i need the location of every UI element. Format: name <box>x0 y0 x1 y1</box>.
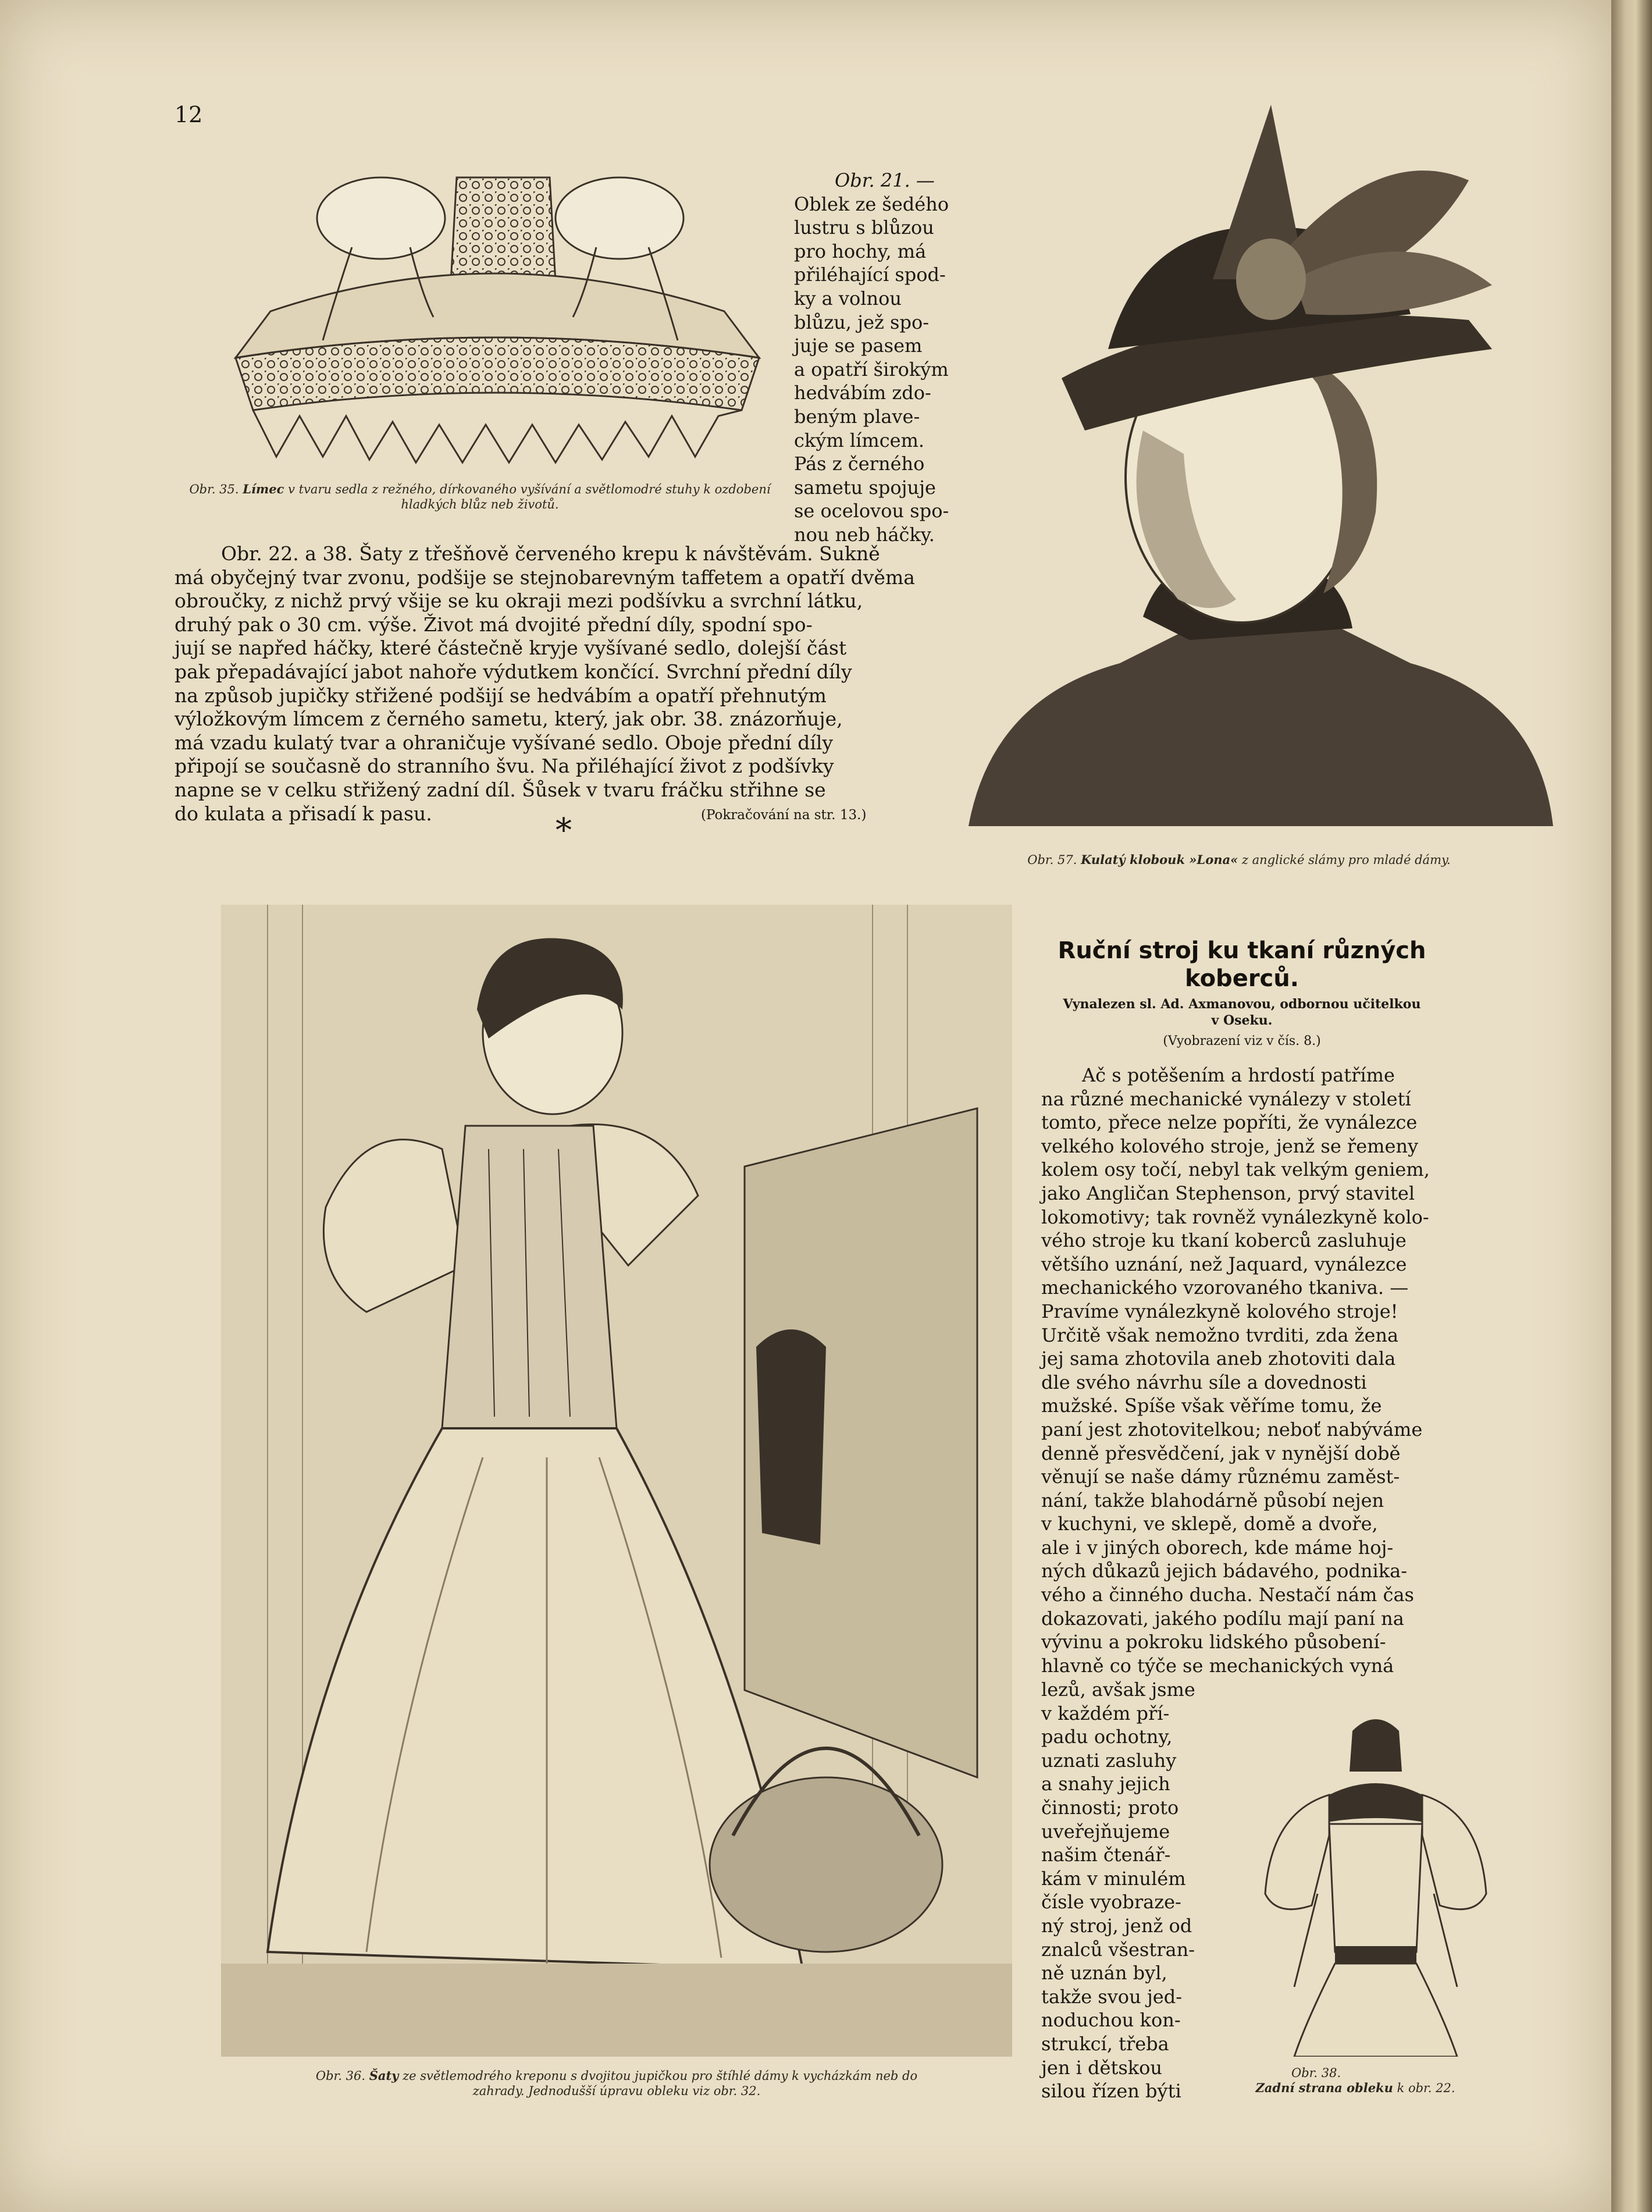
text-line: hlavně co týče se mechanických vyná <box>1041 1654 1394 1677</box>
text-line: jej sama zhotovila aneb zhotoviti dala <box>1041 1347 1396 1370</box>
text-line: a snahy jejich <box>1041 1773 1170 1795</box>
caption-obr-35 <box>175 482 785 512</box>
caption-text: z anglické slámy pro mladé dámy. <box>1241 853 1451 867</box>
text-line: nání, takže blahodárně působí nejen <box>1041 1489 1384 1512</box>
text-line: čísle vyobraze- <box>1041 1891 1181 1914</box>
text-line: v kuchyni, ve sklepě, domě a dvoře, <box>1041 1513 1378 1535</box>
caption-bold: Límec <box>243 482 284 496</box>
article-obr-22-38 <box>175 542 952 826</box>
text-line: strukcí, třeba <box>1041 2032 1169 2055</box>
collar-figure <box>201 166 788 465</box>
text-line: Oblek ze šedého <box>794 193 949 215</box>
text-line: přiléhající spod- <box>794 264 946 286</box>
text-line: Obr. 22. a 38. Šaty z třešňově červeného krepu k návštěvám. Sukně <box>221 542 880 565</box>
text-line: má obyčejný tvar zvonu, podšije se stejnobarevným taffetem a opatří dvěma <box>175 566 915 589</box>
text-line: noduchou kon- <box>1041 2009 1181 2032</box>
text-line: na způsob jupičky střižené podšijí se hedvábím a opatří přehnutým <box>175 684 827 707</box>
text-line: mechanického vzorovaného tkaniva. — <box>1041 1276 1409 1299</box>
text-line: uznati zasluhy <box>1041 1749 1177 1772</box>
page-number: 12 <box>175 102 203 127</box>
text-line: lokomotivy; tak rovněž vynálezkyně kolo- <box>1041 1205 1429 1228</box>
text-line: vého stroje ku tkaní koberců zasluhuje <box>1041 1229 1407 1252</box>
text-line: pak přepadávající jabot nahoře výdutkem končící. Svrchní přední díly <box>175 660 852 683</box>
byline-line-3: (Vyobrazení viz v čís. 8.) <box>1163 1034 1321 1048</box>
text-line: jují se napřed háčky, které částečně kryje vyšívané sedlo, dolejší část <box>175 636 847 660</box>
text-line: obroučky, z nichž prvý všije se ku okraji mezi podšívku a svrchní látku, <box>175 589 863 613</box>
section-separator: * <box>556 812 572 849</box>
text-line: hedvábím zdo- <box>794 382 931 404</box>
text-line: Obr. 21. — <box>835 169 935 191</box>
text-line: uveřejňujeme <box>1041 1820 1170 1843</box>
text-line: ale i v jiných oborech, kde máme hoj- <box>1041 1536 1394 1559</box>
caption-prefix: Obr. 36. <box>315 2069 366 2083</box>
text-line: v každém pří- <box>1041 1702 1170 1724</box>
text-line: nou neb háčky. <box>794 523 935 546</box>
caption-prefix: Obr. 57. <box>1027 853 1077 867</box>
text-line: vého a činného ducha. Nestačí nám čas <box>1041 1584 1414 1606</box>
article-title <box>1015 937 1469 993</box>
caption-bold: Zadní strana obleku <box>1255 2081 1393 2095</box>
text-line: znalců všestran- <box>1041 1938 1195 1961</box>
text-line: má vzadu kulatý tvar a ohraničuje vyšívané sedlo. Oboje přední díly <box>175 731 834 754</box>
text-line: jen i dětskou <box>1041 2056 1163 2079</box>
text-line: tomto, přece nelze popříti, že vynálezce <box>1041 1111 1418 1134</box>
caption-text: v tvaru sedla z režného, dírkovaného vyšívání a světlomodré stuhy k ozdobení hladkých blůz neb životů. <box>288 482 771 511</box>
article-title-line-2: koberců. <box>1185 965 1299 992</box>
text-line: mužské. Spíše však věříme tomu, že <box>1041 1395 1382 1417</box>
caption-prefix: Obr. 38. <box>1291 2066 1341 2080</box>
text-line: lezů, avšak jsme <box>1041 1678 1195 1701</box>
text-line: kám v minulém <box>1041 1867 1186 1890</box>
caption-prefix: Obr. 35. <box>189 482 239 496</box>
caption-text: k obr. 22. <box>1397 2081 1455 2095</box>
caption-text: ze světlemodrého kreponu s dvojitou jupičkou pro štíhlé dámy k vycházkám neb do <box>403 2069 918 2083</box>
text-line: paní jest zhotovitelkou; neboť nabýváme <box>1041 1418 1423 1441</box>
text-line: Pravíme vynálezkyně kolového stroje! <box>1041 1300 1398 1322</box>
caption-line-2: zahrady. Jednodušší úpravu obleku viz obr. 32. <box>472 2084 761 2098</box>
text-line: výložkovým límcem z černého sametu, který, jak obr. 38. znázorňuje, <box>175 707 843 731</box>
lace-collar-engraving-icon <box>201 166 788 465</box>
caption-line <box>1204 2081 1507 2096</box>
text-line: ný stroj, jenž od <box>1041 1914 1192 1937</box>
article-body-narrow <box>1041 1678 1201 2103</box>
text-line: blůzu, jež spo- <box>794 311 930 333</box>
caption-obr-38 <box>1204 2065 1507 2096</box>
text-line: věnují se naše dámy různému zaměst- <box>1041 1466 1400 1488</box>
caption-line-1 <box>227 2068 1006 2083</box>
caption-bold: Šaty <box>369 2068 399 2083</box>
dress-figure <box>221 905 1012 2057</box>
text-line: sametu spojuje <box>794 476 936 499</box>
text-line: většího uznání, než Jaquard, vynálezce <box>1041 1253 1407 1275</box>
article-title-line-1: Ruční stroj ku tkaní různých <box>1058 937 1426 964</box>
text-line: Pás z černého <box>794 453 925 475</box>
text-line: denně přesvědčení, jak v nynější době <box>1041 1442 1401 1464</box>
text-line: vývinu a pokroku lidského působení- <box>1041 1631 1386 1653</box>
text-line: dokazovati, jakého podílu mají paní na <box>1041 1607 1404 1630</box>
text-line: pro hochy, má <box>794 240 927 262</box>
hat-figure <box>969 105 1553 826</box>
article-obr-21 <box>794 169 952 547</box>
text-line: našim čtenář- <box>1041 1844 1171 1866</box>
article-byline <box>1015 996 1469 1050</box>
text-line: činnosti; proto <box>1041 1796 1179 1819</box>
text-line: a opatří širokým <box>794 358 949 380</box>
lady-dress-engraving-icon <box>221 905 1012 2057</box>
caption-obr-57 <box>983 852 1495 867</box>
text-line: Ač s potěšením a hrdostí patříme <box>1082 1064 1395 1086</box>
text-line: se ocelovou spo- <box>794 500 949 522</box>
text-line: silou řízen býti <box>1041 2080 1181 2103</box>
byline-line-2: v Oseku. <box>1211 1013 1273 1028</box>
byline-line-1: Vynalezen sl. Ad. Axmanovou, odbornou učitelkou <box>1063 997 1421 1012</box>
text-line: na různé mechanické vynálezy v století <box>1041 1087 1411 1110</box>
text-line: připojí se současně do stranního švu. Na přiléhající život z podšívky <box>175 755 834 778</box>
book-spine <box>1611 0 1652 2212</box>
text-line: do kulata a přisadí k pasu. <box>175 802 432 825</box>
text-line: ky a volnou <box>794 287 902 310</box>
text-line: kolem osy točí, nebyl tak velkým geniem, <box>1041 1158 1430 1181</box>
text-line: napne se v celku střižený zadní díl. Šůsek v tvaru fráčku střihne se <box>175 778 826 801</box>
continuation-note: (Pokračování na str. 13.) <box>701 808 867 823</box>
text-line: jako Angličan Stephenson, prvý stavitel <box>1041 1182 1415 1204</box>
text-line: Určitě však nemožno tvrditi, zda žena <box>1041 1324 1399 1346</box>
text-line: druhý pak o 30 cm. výše. Život má dvojité přední díly, spodní spo- <box>175 613 813 636</box>
text-line: ných důkazů jejich bádavého, podnika- <box>1041 1560 1408 1582</box>
text-line: velkého kolového stroje, jenž se řemeny <box>1041 1135 1419 1157</box>
dress-back-engraving-icon <box>1259 1708 1492 2057</box>
text-line: padu ochotny, <box>1041 1726 1173 1748</box>
back-figure <box>1259 1708 1492 2057</box>
text-line: takže svou jed- <box>1041 1985 1182 2008</box>
article-body <box>1041 1064 1453 1677</box>
lady-hat-engraving-icon <box>969 105 1553 826</box>
caption-bold: Kulatý klobouk »Lona« <box>1081 852 1238 867</box>
text-line: ckým límcem. <box>794 429 925 451</box>
text-line: dle svého návrhu síle a dovednosti <box>1041 1371 1367 1393</box>
caption-obr-36 <box>227 2068 1006 2099</box>
text-line: lustru s blůzou <box>794 216 934 239</box>
text-line: ně uznán byl, <box>1041 1962 1167 1985</box>
text-line: beným plave- <box>794 405 920 428</box>
text-line: juje se pasem <box>794 335 923 357</box>
